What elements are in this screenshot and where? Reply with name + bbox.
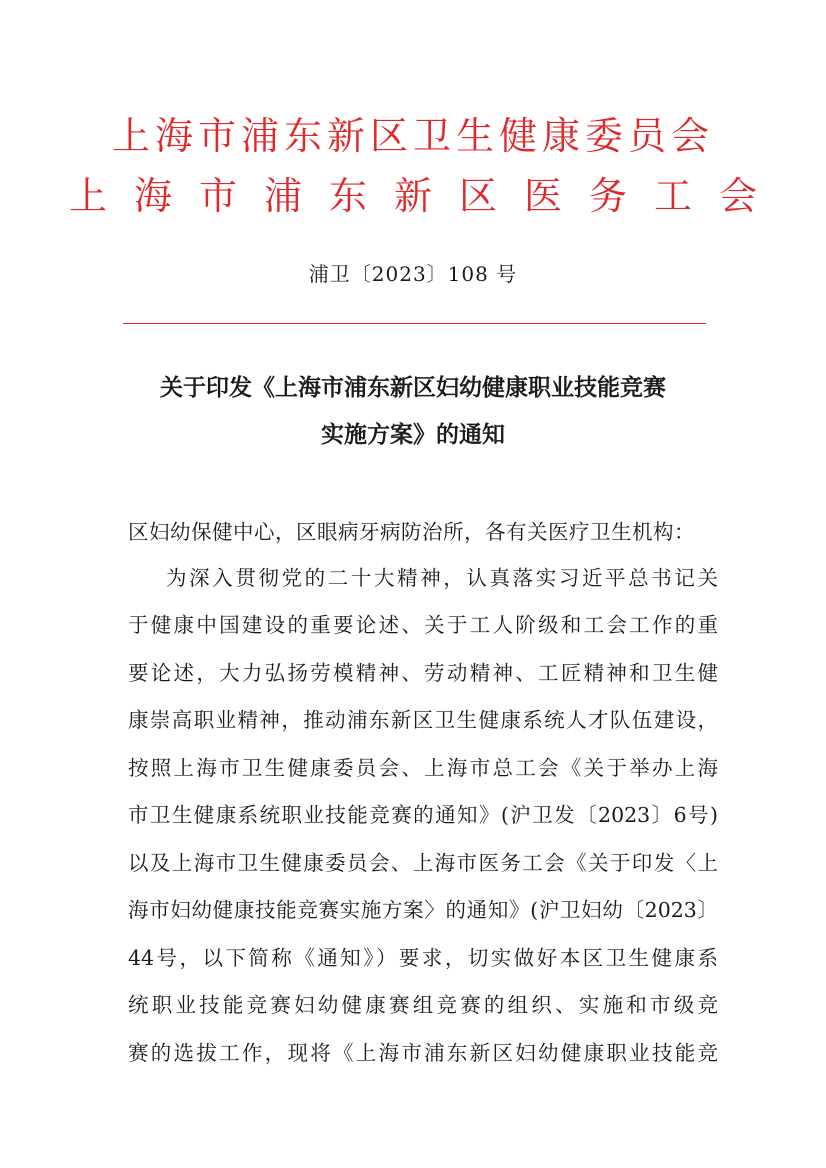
body-line: 要论述，大力弘扬劳模精神、劳动精神、工匠精神和卫生健 xyxy=(128,661,718,685)
body-line: 统职业技能竞赛妇幼健康赛组竞赛的组织、实施和市级竞 xyxy=(128,993,718,1017)
body-line: 为深入贯彻党的二十大精神，认真落实习近平总书记关 xyxy=(166,566,718,590)
body-line: 44号，以下简称《通知》）要求，切实做好本区卫生健康系 xyxy=(128,946,718,970)
body-line: 于健康中国建设的重要论述、关于工人阶级和工会工作的重 xyxy=(128,613,718,637)
red-divider-line xyxy=(123,323,706,324)
document-title-line-1: 关于印发《上海市浦东新区妇幼健康职业技能竞赛 xyxy=(160,375,666,401)
issuer-name-health-commission: 上海市浦东新区卫生健康委员会 xyxy=(111,114,714,158)
body-line: 康崇高职业精神，推动浦东新区卫生健康系统人才队伍建设， xyxy=(128,708,718,732)
document-title-line-2: 实施方案》的通知 xyxy=(321,422,505,448)
body-line: 海市妇幼健康技能竞赛实施方案〉的通知》(沪卫妇幼〔2023〕 xyxy=(128,898,718,922)
body-line: 以及上海市卫生健康委员会、上海市医务工会《关于印发〈上 xyxy=(128,851,718,875)
document-number: 浦卫〔2023〕108 号 xyxy=(308,262,518,286)
issuer-name-medical-union: 上海市浦东新区医务工会 xyxy=(68,174,784,218)
salutation: 区妇幼保健中心，区眼病牙病防治所，各有关医疗卫生机构： xyxy=(128,520,695,544)
body-line: 赛的选拔工作，现将《上海市浦东新区妇幼健康职业技能竞 xyxy=(128,1041,718,1065)
body-line: 市卫生健康系统职业技能竞赛的通知》(沪卫发〔2023〕6号) xyxy=(128,803,718,827)
body-line: 按照上海市卫生健康委员会、上海市总工会《关于举办上海 xyxy=(128,756,718,780)
